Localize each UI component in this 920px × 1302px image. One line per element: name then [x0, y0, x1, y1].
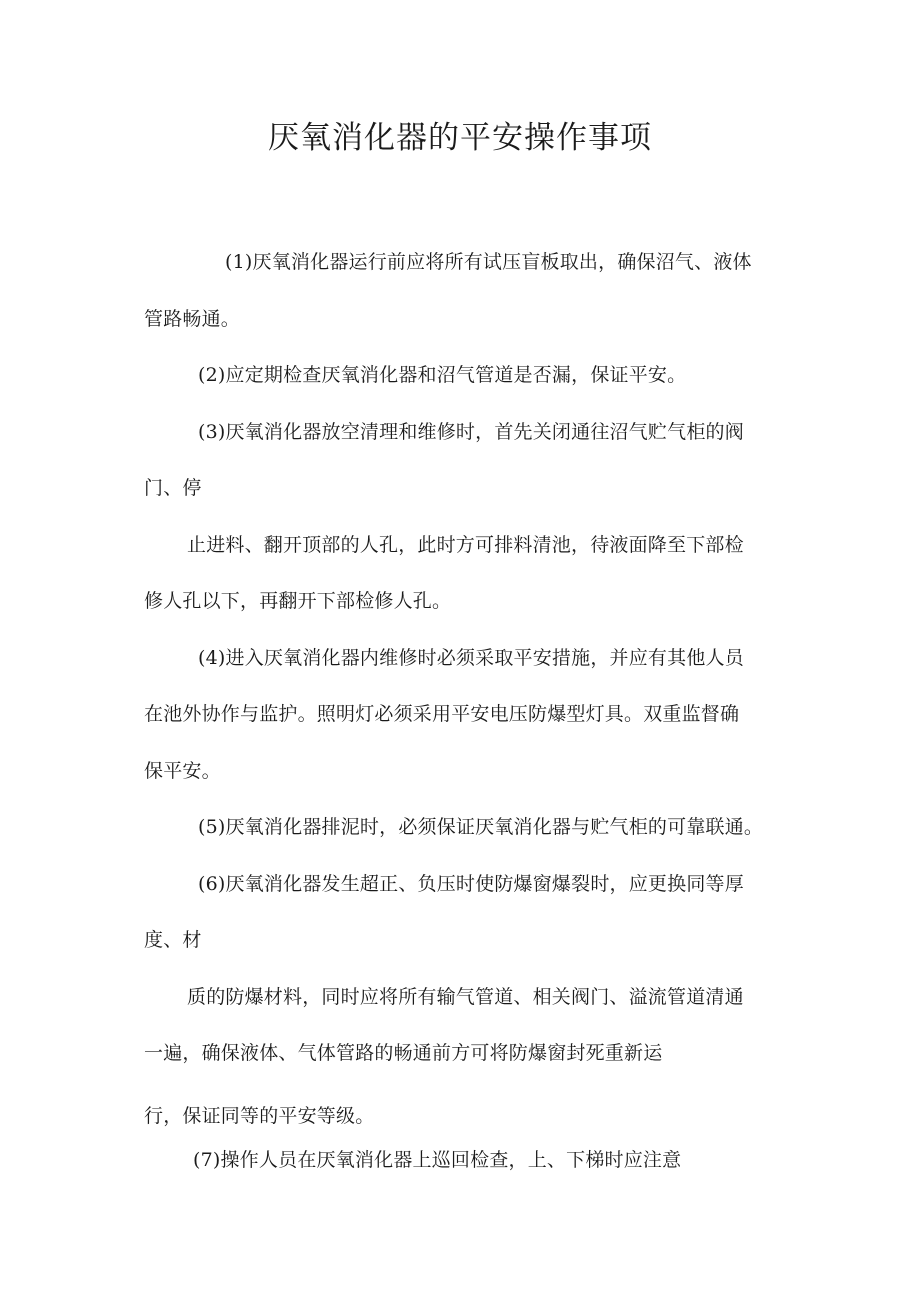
paragraph-line: (6)厌氧消化器发生超正、负压时使防爆窗爆裂时，应更换同等厚	[198, 873, 744, 895]
paragraph-line: (1)厌氧消化器运行前应将所有试压盲板取出，确保沼气、液体	[225, 251, 752, 273]
paragraph-line: 在池外协作与监护。照明灯必须采用平安电压防爆型灯具。双重监督确	[144, 703, 740, 725]
paragraph-line: 止进料、翻开顶部的人孔，此时方可排料清池，待液面降至下部检	[187, 534, 744, 556]
paragraph-line: 管路畅通。	[144, 308, 241, 330]
paragraph-line: 质的防爆材料，同时应将所有输气管道、相关阀门、溢流管道清通	[187, 986, 744, 1008]
paragraph-line: 修人孔以下，再翻开下部检修人孔。	[144, 590, 452, 612]
paragraph-line: (2)应定期检查厌氧消化器和沼气管道是否漏，保证平安。	[198, 364, 687, 386]
paragraph-line: (4)进入厌氧消化器内维修时必须采取平安措施，并应有其他人员	[198, 647, 744, 669]
paragraph-line: 度、材	[144, 929, 202, 951]
paragraph-line: 门、停	[144, 477, 202, 499]
page-title: 厌氧消化器的平安操作事项	[268, 120, 652, 156]
paragraph-line: (3)厌氧消化器放空清理和维修时，首先关闭通往沼气贮气柜的阀	[198, 421, 744, 443]
paragraph-line: 行，保证同等的平安等级。	[144, 1105, 375, 1127]
paragraph-line: 一遍，确保液体、气体管路的畅通前方可将防爆窗封死重新运	[144, 1042, 663, 1064]
paragraph-line: (5)厌氧消化器排泥时，必须保证厌氧消化器与贮气柜的可靠联通。	[198, 816, 764, 838]
paragraph-line: 保平安。	[144, 760, 221, 782]
paragraph-line: (7)操作人员在厌氧消化器上巡回检查，上、下梯时应注意	[193, 1149, 682, 1171]
